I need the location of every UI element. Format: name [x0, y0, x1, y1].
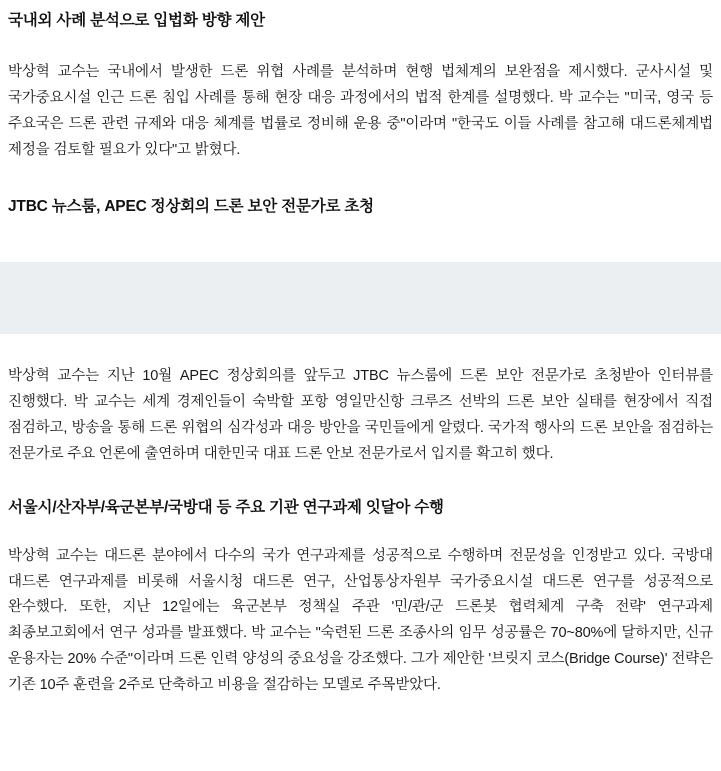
- paragraph-jtbc-newsroom-interview: 박상혁 교수는 지난 10월 APEC 정상회의를 앞두고 JTBC 뉴스룸에 드론 보안 전문가로 초청받아 인터뷰를 진행했다. 박 교수는 세계 경제인들이 숙박할 포항 영일만신항 크루즈 선박의 드론 보안 실태를 현장에서 직접 점검하고, 방송을 통해 드론 위협의 심각성과 대응 방안을 국민들에게 알렸다. 국가적 행사의 드론 보안을 점검하는 전문가로 주요 언론에 출연하며 대한민국 대표 드론 안보 전문가로서 입지를 확고히 했다.: [8, 368, 713, 462]
- heading-jtbc-newsroom-apec: JTBC 뉴스룸, APEC 정상회의 드론 보안 전문가로 초청: [8, 197, 374, 215]
- spacer-after-media: [8, 334, 713, 364]
- spacer-after-heading-1: [8, 32, 713, 60]
- media-placeholder-block: [0, 262, 721, 334]
- spacer-after-heading-3: [8, 520, 713, 544]
- heading-institution-research-projects: 서울시/산자부/육군본부/국방대 등 주요 기관 연구과제 잇달아 수행: [8, 499, 444, 517]
- heading-domestic-overseas-case-analysis: 국내외 사례 분석으로 입법화 방향 제안: [8, 12, 265, 29]
- spacer-before-heading-2: [8, 164, 713, 196]
- spacer-top: [8, 0, 713, 10]
- paragraph-domestic-case-analysis: 박상혁 교수는 국내에서 발생한 드론 위협 사례를 분석하며 현행 법체계의 보완점을 제시했다. 군사시설 및 국가중요시설 인근 드론 침입 사례를 통해 현장 대응 과정에서의 법적 한계를 설명했다. 박 교수는 "미국, 영국 등 주요국은 드론 관련 규제와 대응 체계를 법률로 정비해 운용 중"이라며 "한국도 이들 사례를 참고해 대드론체계법 제정을 검토할 필요가 있다"고 밝혔다.: [8, 64, 713, 158]
- paragraph-research-projects-detail: 박상혁 교수는 대드론 분야에서 다수의 국가 연구과제를 성공적으로 수행하며 전문성을 인정받고 있다. 국방대 대드론 연구과제를 비롯해 서울시청 대드론 연구, 산업통상자원부 국가중요시설 대드론 연구를 성공적으로 완수했다. 또한, 지난 12일에는 육군본부 정책실 주관 '민/관/군 드론봇 협력체계 구축 전략' 연구과제 최종보고회에서 연구 성과를 발표했다. 박 교수는 "숙련된 드론 조종사의 임무 성공률은 70~80%에 달하지만, 신규 운용자는 20% 수준"이라며 드론 인력 양성의 중요성을 강조했다. 그가 제안한 '브릿지 코스(Bridge Course)' 전략은 기존 10주 훈련을 2주로 단축하고 비용을 절감하는 모델로 주목받았다.: [8, 547, 713, 693]
- spacer-before-heading-3: [8, 467, 713, 497]
- spacer-before-media: [8, 218, 713, 262]
